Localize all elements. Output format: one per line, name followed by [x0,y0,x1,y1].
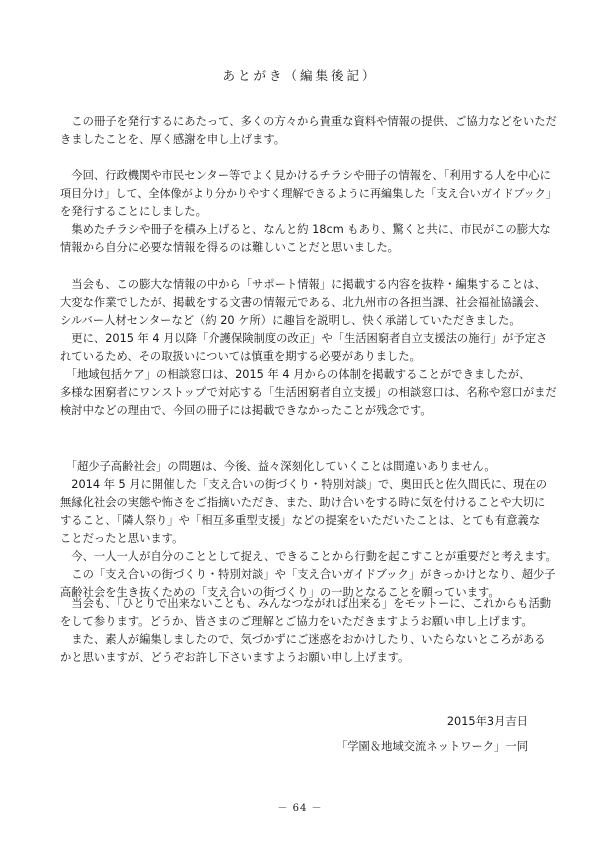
text-line: をして参ります。どうか、皆さまのご理解とご協力をいただきますようお願い申し上げます。 [60,615,533,628]
text-line: 2014 年 5 月に開催した「支え合いの街づくり・特別対談」で、奥田氏と佐久間氏に、現在の [60,478,548,491]
paragraph-closing [60,595,560,667]
text-line: を発行することにしました。 [60,205,207,218]
signature-date: 2015年3月吉日 [446,715,528,728]
text-line: れているため、その取扱いについては慎重を期する必要がありました。 [60,350,421,363]
signature-organization: 「学園＆地域交流ネットワーク」一同 [335,740,528,753]
text-line: 更に、2015 年 4 月以降「介護保険制度の改正」や「生活困窮者自立支援法の施行」が予定さ [60,332,548,345]
text-line: 当会も、「ひとりで出来ないことも、みんなつながれば出来る」をモットーに、これからも活動 [60,597,552,610]
paragraph-gratitude [60,113,560,149]
text-line: 「地域包括ケア」の相談窓口は、2015 年 4 月からの体制を掲載することができましたが、 [60,368,531,381]
page-title: あとがき（編集後記） [222,68,378,83]
text-line: 「超少子高齢社会」の問題は、今後、益々深刻化していくことは間違いありません。 [60,460,496,473]
text-line: 大変な作業でしたが、掲載をする文書の情報元である、北九州市の各担当課、社会福祉協議会、 [60,296,546,309]
text-line: シルバー人材センターなど（約 20 ケ所）に趣旨を説明し、快く承諾していただきました。 [60,314,521,327]
text-line: 項目分け」して、全体像がより分かりやすく理解できるように再編集した「支え合いガイドブック」 [60,187,557,200]
paragraph-guidebook [60,167,560,257]
paragraph-editing [60,276,560,420]
text-line: 多様な困窮者にワンストップで対応する「生活困窮者自立支援」の相談窓口は、名称や窓口がまだ [60,386,557,399]
text-line: かと思いますが、どうぞお許し下さいますようお願い申し上げます。 [60,651,410,664]
text-line: 検討中などの理由で、今回の冊子には掲載できなかったことが残念です。 [60,404,432,417]
text-line: きましたことを、厚く感謝を申し上げます。 [60,133,286,146]
text-line: ことだったと思います。 [60,532,184,545]
text-line: 高齢社会を生き抜くための「支え合いの街づくり」の一助となることを願っています。 [60,586,500,599]
text-line: 無縁化社会の実態や怖さをご指摘いただき、また、助け合いをする時に気を付けることや大切に [60,496,546,509]
text-line: 当会も、この膨大な情報の中から「サポート情報」に掲載する内容を抜粋・編集することは、 [60,278,546,291]
paragraph-aging-society [60,458,560,602]
text-line: すること、「隣人祭り」や「相互多重型支援」などの提案をいただいたことは、とても有意義な [60,514,541,527]
text-line: 情報から自分に必要な情報を得るのは難しいことだと思いました。 [60,241,399,254]
text-line: 今回、行政機関や市民センター等でよく見かけるチラシや冊子の情報を、「利用する人を中心に [60,169,551,182]
text-line: この冊子を発行するにあたって、多くの方々から貴重な資料や情報の提供、ご協力などをいただ [60,115,557,128]
text-line: 集めたチラシや冊子を積み上げると、なんと約 18cm もあり、驚くと共に、市民がこの膨大な [60,223,551,236]
text-line: 今、一人一人が自分のこととして捉え、できることから行動を起こすことが重要だと考えます。 [60,550,557,563]
page-number: － 64 － [277,803,323,814]
text-line: この「支え合いの街づくり・特別対談」や「支え合いガイドブック」がきっかけとなり、超少子 [60,568,556,581]
text-line: また、素人が編集しましたので、気づかずにご迷惑をおかけしたり、いたらないところがある [60,633,546,646]
